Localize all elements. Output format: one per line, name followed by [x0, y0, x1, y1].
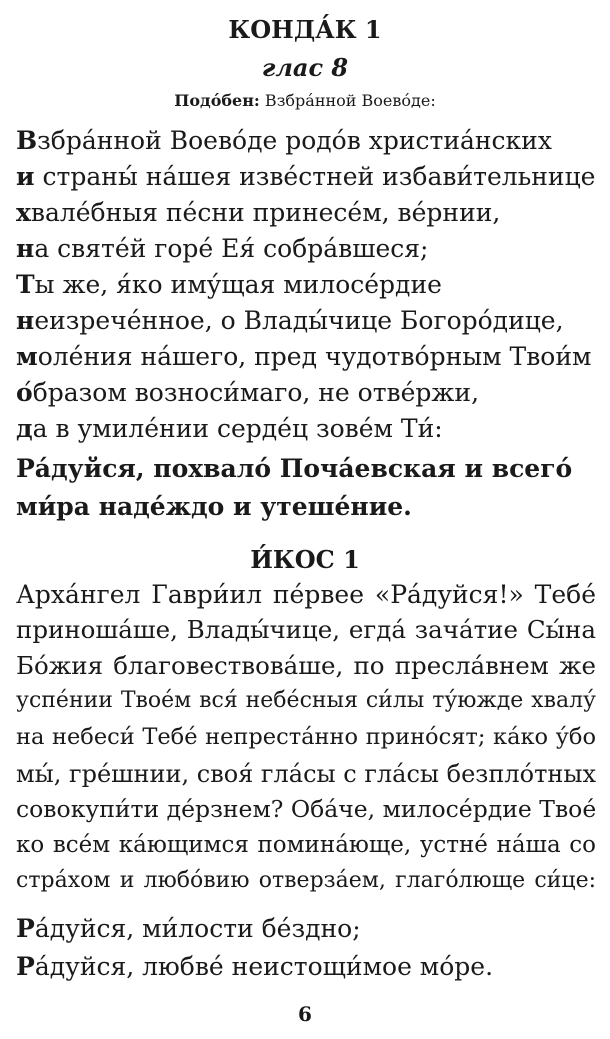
kondak-closing-line: ми́ра наде́ждо и утеше́ние. — [16, 492, 412, 521]
line-text: ́бразом возноси́маго, не отве́ржи, — [32, 378, 480, 407]
ikos-line: Арха́нгел Гаври́ил пе́рвее «Ра́дуйся!» Тебе́ — [16, 580, 596, 609]
line-text: збра́нной Воево́де родо́в христиа́нских — [37, 126, 552, 155]
kondak-line — [16, 344, 591, 369]
podoben-text: Взбра́нной Воево́де: — [259, 91, 436, 110]
kondak-line — [16, 236, 428, 261]
kondak-line — [16, 128, 552, 153]
initial-letter: д — [16, 414, 33, 443]
initial-letter: Р — [16, 952, 35, 981]
podoben-label: Подо́бен: — [174, 91, 260, 110]
ikos-line: на небеси́ Тебе́ непреста́нно прино́сят; ка́ко у́бо — [16, 724, 596, 750]
ikos-title: И́КОС 1 — [250, 545, 360, 574]
kondak-line — [16, 380, 479, 405]
kondak-title: КОНДА́К 1 — [228, 15, 382, 44]
ikos-line: совокупи́ти де́рзнем? Оба́че, милосе́рдие Твое́ — [16, 795, 597, 823]
ikos-line: стра́хом и любо́вию отверза́ем, глаго́люще си́це: — [16, 868, 596, 893]
initial-letter: Р — [16, 914, 35, 943]
kondak-podoben — [0, 93, 610, 109]
kondak-closing-line: Ра́дуйся, похвало́ Поча́евская и всего́ — [16, 454, 573, 483]
page-number: 6 — [298, 1002, 312, 1026]
ikos-rejoice-line — [16, 954, 493, 979]
line-text: еизрече́нное, о Влады́чице Богоро́дице, — [34, 306, 564, 335]
initial-letter: о — [16, 378, 33, 407]
kondak-glas: глас 8 — [261, 53, 349, 82]
ikos-line: успе́нии Твое́м вся́ небе́сныя си́лы ту́южде хвалу́ — [16, 688, 596, 713]
initial-letter: м — [16, 342, 38, 371]
line-text: страны́ на́шея изве́стней избави́тельнице — [34, 162, 596, 191]
kondak-line — [16, 200, 500, 225]
ikos-line: мы́, гре́шнии, своя́ гла́сы с гла́сы безпло́тных — [16, 760, 596, 788]
initial-letter: и — [16, 162, 35, 191]
line-text: оле́ния на́шего, пред чудотво́рным Твои́м — [37, 342, 592, 371]
kondak-line — [16, 416, 443, 441]
initial-letter: н — [16, 234, 35, 263]
ikos-line: Бо́жия благовествова́ше, по пресла́внем же — [16, 651, 596, 680]
line-text: а́дуйся, ми́лости бе́здно; — [34, 914, 361, 943]
line-text: а в умиле́нии серде́ц зове́м Ти́: — [32, 414, 443, 443]
ikos-line: приноша́ше, Влады́чице, егда́ зача́тие Сы́на — [16, 615, 596, 644]
kondak-line — [16, 272, 442, 297]
ikos-line: ко все́м ка́ющимся помина́юще, устне́ на́ша со — [16, 832, 596, 858]
line-text: вале́бныя пе́сни принесе́м, ве́рнии, — [30, 198, 501, 227]
line-text: ы же, я́ко иму́щая милосе́рдие — [34, 270, 442, 299]
line-text: а святе́й горе́ Ея́ собра́вшеся; — [34, 234, 429, 263]
kondak-line — [16, 164, 595, 189]
line-text: а́дуйся, любве́ неистощи́мое мо́ре. — [34, 952, 494, 981]
initial-letter: н — [16, 306, 35, 335]
initial-letter: х — [16, 198, 31, 227]
ikos-rejoice-line — [16, 916, 361, 941]
initial-letter: Т — [16, 270, 35, 299]
kondak-line — [16, 308, 564, 333]
initial-letter: В — [16, 126, 38, 155]
